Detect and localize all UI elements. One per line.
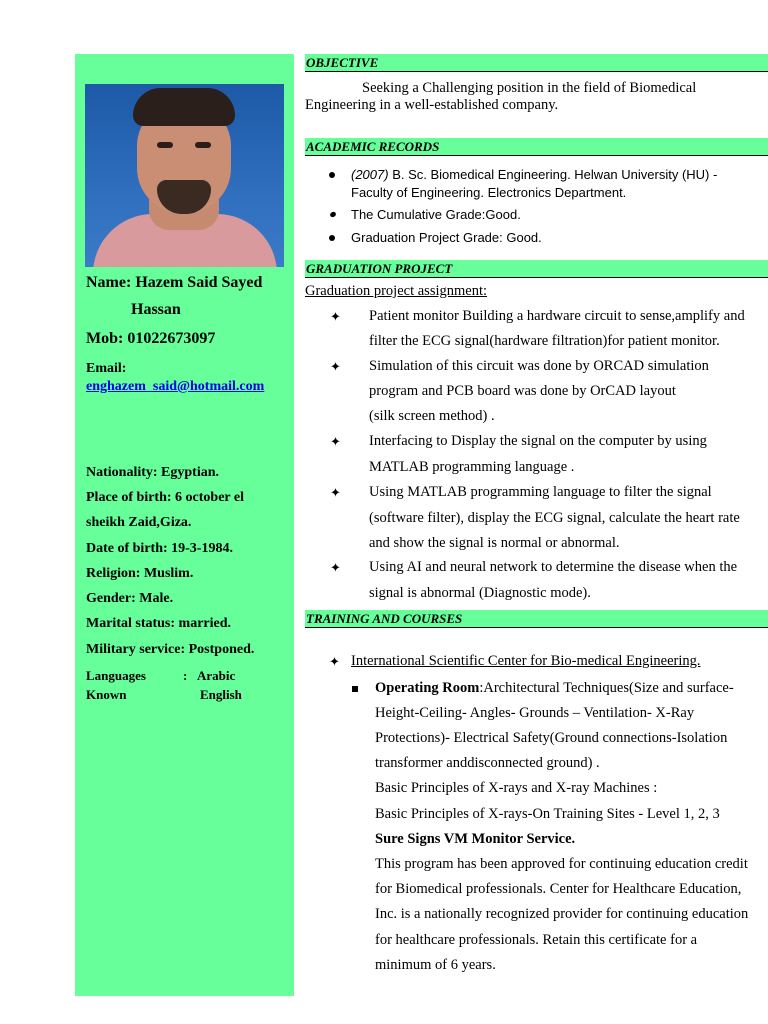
training-heading: TRAINING AND COURSES [305,610,768,628]
academic-year: (2007) [351,167,389,182]
nationality: Nationality: Egyptian. [86,465,220,480]
sidebar [75,54,294,996]
star-bullet-icon: ✦ [330,434,341,449]
language-english: English [200,687,242,702]
graduation-line: program and PCB board was done by OrCAD layout [369,383,676,399]
star-bullet-icon: ✦ [330,485,341,500]
mobile: Mob: 01022673097 [86,330,216,347]
graduation-line: Simulation of this circuit was done by ORCAD simulation [369,358,709,374]
email-link[interactable]: enghazem_said@hotmail.com [86,379,265,394]
academic-item-3: Graduation Project Grade: Good. [351,230,542,245]
training-line: Basic Principles of X-rays and X-ray Machines : [375,780,658,796]
date-of-birth: Date of birth: 19-3-1984. [86,541,233,556]
program-line: minimum of 6 years. [375,957,496,973]
military-service: Military service: Postponed. [86,642,255,657]
bullet-dot [329,211,337,218]
name-line-2: Hassan [131,301,181,318]
languages-known-label: Known [86,687,127,702]
training-line: Height-Ceiling- Angles- Grounds – Ventilation- X-Ray [375,705,695,721]
academic-item-2: The Cumulative Grade:Good. [351,207,521,222]
training-line: Protections)- Electrical Safety(Ground connections-Isolation [375,730,728,746]
graduation-line: and show the signal is normal or abnormal. [369,535,620,551]
graduation-subheading: Graduation project assignment: [305,283,488,299]
place-of-birth-2: sheikh Zaid,Giza. [86,515,192,530]
sure-signs-title: Sure Signs VM Monitor Service. [375,831,576,847]
training-line: Basic Principles of X-rays-On Training Sites - Level 1, 2, 3 [375,806,720,822]
language-arabic: Arabic [197,668,236,683]
graduation-line: Using AI and neural network to determine the disease when the [369,559,738,575]
graduation-line: (software filter), display the ECG signal, calculate the heart rate [369,510,740,526]
bullet-dot [329,172,335,178]
star-bullet-icon: ✦ [330,560,341,575]
star-bullet-icon: ✦ [329,654,340,669]
program-line: for Biomedical professionals. Center for Healthcare Education, [375,881,742,897]
objective-line-2: Engineering in a well-established company. [305,97,559,113]
languages-colon: : [183,668,188,683]
training-line: transformer anddisconnected ground) . [375,755,600,771]
email-label: Email: [86,361,127,376]
operating-room-text: :Architectural Techniques(Size and surface- [479,680,734,696]
religion: Religion: Muslim. [86,566,194,581]
marital-status: Marital status: married. [86,616,232,631]
program-line: This program has been approved for continuing education credit [375,856,748,872]
operating-room-label: Operating Room [375,680,480,696]
profile-photo [85,84,284,267]
program-line: for healthcare professionals. Retain this certificate for a [375,932,698,948]
graduation-line: Patient monitor Building a hardware circuit to sense,amplify and [369,308,745,324]
languages-label: Languages [86,668,146,683]
photo-eye-left [157,142,173,148]
star-bullet-icon: ✦ [330,309,341,324]
objective-line-1: Seeking a Challenging position in the field of Biomedical [362,80,697,96]
graduation-line: MATLAB programming language . [369,459,575,475]
academic-item-1 [351,166,717,184]
operating-room-line [375,676,734,701]
star-bullet-icon: ✦ [330,359,341,374]
training-center: International Scientific Center for Bio-medical Engineering. [351,653,701,669]
photo-hair [133,88,235,126]
graduation-line: (silk screen method) . [369,408,495,424]
academic-heading: ACADEMIC RECORDS [305,138,768,156]
academic-item-1-line-2: Faculty of Engineering. Electronics Department. [351,185,627,200]
place-of-birth-1: Place of birth: 6 october el [86,490,244,505]
bullet-dot [329,235,335,241]
gender: Gender: Male. [86,591,174,606]
graduation-heading: GRADUATION PROJECT [305,260,768,278]
objective-heading: OBJECTIVE [305,54,768,72]
photo-eye-right [195,142,211,148]
graduation-line: filter the ECG signal(hardware filtration)for patient monitor. [369,333,720,349]
academic-degree: B. Sc. Biomedical Engineering. Helwan University (HU) - [392,167,718,182]
program-line: Inc. is a nationally recognized provider for continuing education [375,906,749,922]
graduation-line: signal is abnormal (Diagnostic mode). [369,585,591,601]
graduation-line: Interfacing to Display the signal on the computer by using [369,433,707,449]
name-line-1: Name: Hazem Said Sayed [86,274,263,291]
square-bullet-icon [352,686,358,692]
graduation-line: Using MATLAB programming language to filter the signal [369,484,712,500]
